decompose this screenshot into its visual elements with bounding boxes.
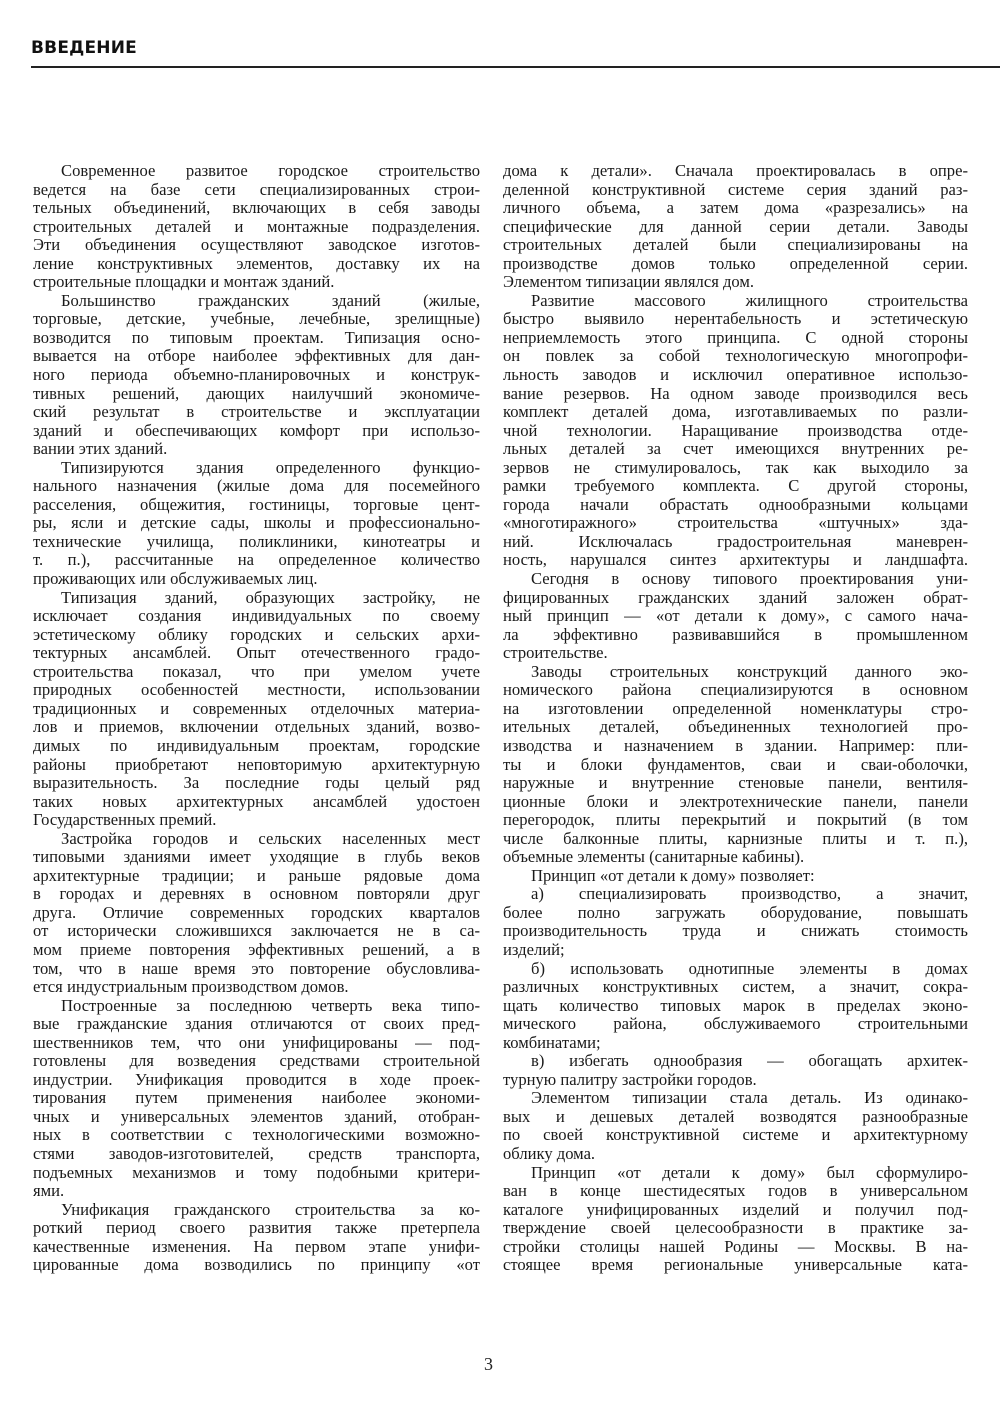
text-line: ется индустриальным производством домов. (33, 977, 349, 997)
text-line: Элементом типизации являлся дом. (503, 272, 755, 292)
text-line: числе балконные плиты, карнизные плиты и т. п.), (503, 828, 968, 848)
text-line: строительства показал, что при умелом учете (33, 661, 480, 681)
text-line: роткий период своего развития также претерпела (33, 1218, 480, 1238)
text-line: каталоге унифицированных изделий и получил под- (503, 1199, 968, 1219)
text-line: Построенные за последнюю четверть века типо- (61, 995, 480, 1015)
text-line: ционные блоки и электротехнические панели, панели (503, 791, 968, 811)
text-line: строительные площадки и монтаж зданий. (33, 272, 335, 292)
text-line: вых и дешевых деталей возводятся разнообразные (503, 1106, 968, 1126)
text-line: архитектурные традиции; и раньше рядовые дома (33, 865, 480, 885)
text-line: перегородок, плиты перекрытий и покрытий (в том (503, 810, 968, 830)
text-line: щать количество типовых марок в пределах эконо- (503, 995, 968, 1015)
text-line: личного объема, а затем дома «разрезались» на (503, 198, 968, 218)
text-line: а) специализировать производство, а значит, (531, 884, 968, 904)
text-line: шественников тем, что они унифицированы — под- (33, 1032, 480, 1052)
text-line: изводства и назначением в здании. Например: пли- (503, 735, 968, 755)
text-line: Государственных премий. (33, 810, 217, 830)
text-line: эстетическому облику городских и сельских архи- (33, 624, 480, 644)
text-line: ительных деталей, объединенных технологией про- (503, 717, 968, 737)
text-line: таких новых архитектурных ансамблей удостоен (33, 791, 480, 811)
text-line: облику дома. (503, 1143, 596, 1163)
text-line: ведется на базе сети специализированных строи- (33, 179, 480, 199)
text-line: от исторически сложившихся заключается не в са- (33, 921, 480, 941)
text-line: номического района специализируются в основном (503, 680, 968, 700)
text-line: на изготовлении определенной номенклатуры стро- (503, 698, 968, 718)
text-line: лов и приемов, включении отдельных зданий, возво- (33, 717, 480, 737)
text-line: Эти объединения осуществляют заводское изготов- (33, 235, 480, 255)
page-number: 3 (484, 1354, 493, 1374)
text-line: типовыми зданиями имеет уходящие в глубь веков (33, 847, 480, 867)
text-line: цированные дома возводились по принципу «от (33, 1255, 480, 1275)
text-line: Большинство гражданских зданий (жилые, (61, 290, 480, 310)
text-line: тивных решений, дающих наилучший экономиче- (33, 383, 480, 403)
text-line: строительных деталей и монтажные подразделения. (33, 216, 480, 236)
text-line: более полно загружать оборудование, повышать (503, 902, 968, 922)
text-line: ление конструктивных элементов, доставку их на (33, 253, 480, 273)
text-line: ла эффективно развивавшийся в промышленном (503, 624, 968, 644)
text-line: чных и универсальных элементов зданий, отобран- (33, 1106, 480, 1126)
text-line: Застройка городов и сельских населенных мест (61, 828, 480, 848)
text-line: Сегодня в основу типового проектирования уни- (531, 569, 968, 589)
text-line: вание резервов. На одном заводе производился весь (503, 383, 968, 403)
text-line: производстве домов только определенной серии. (503, 253, 968, 273)
text-column-right (503, 162, 968, 1275)
text-line: Принцип «от детали к дому» позволяет: (531, 865, 815, 885)
text-line: вании этих зданий. (33, 439, 168, 459)
text-line: тирования путем применения наиболее экономи- (33, 1088, 480, 1108)
text-line: димых по индивидуальным проектам, городские (33, 735, 480, 755)
text-line: готовлены для возведения средствами строительной (33, 1051, 480, 1071)
text-line: ты и блоки фундаментов, сваи и сваи-оболочки, (503, 754, 968, 774)
header-divider (31, 66, 1000, 68)
text-line: он повлек за собой технологическую многопрофи- (503, 346, 968, 366)
text-line: Унификация гражданского строительства за ко- (61, 1199, 480, 1219)
text-line: ный принцип — «от детали к дому», с самого нача- (503, 606, 968, 626)
text-line: технические училища, поликлиники, кинотеатры и (33, 531, 480, 551)
text-line: «многотиражного» строительства «штучных» зда- (503, 513, 968, 533)
text-line: по своей конструктивной системе и архитектурному (503, 1125, 968, 1145)
text-line: в городах и деревнях в основном повторяли друг (33, 884, 480, 904)
text-line: друга. Отличие современных городских кварталов (33, 902, 480, 922)
text-line: турную палитру застройки городов. (503, 1069, 757, 1089)
text-line: неприемлемость этого принципа. С одной стороны (503, 327, 968, 347)
text-line: Типизируются здания определенного функцио- (61, 457, 480, 477)
text-line: мом приеме повторения эффективных решений, а в (33, 939, 480, 959)
text-line: традиционных и современных отделочных материа- (33, 698, 480, 718)
text-line: Принцип «от детали к дому» был сформулиро- (531, 1162, 968, 1182)
text-line: том, что в наше время это повторение обусловлива- (33, 958, 480, 978)
text-line: различных конструктивных систем, а значит, сокра- (503, 977, 968, 997)
text-line: мического района, обслуживаемого строительными (503, 1014, 968, 1034)
text-line: стоящее время региональные универсальные ката- (503, 1255, 968, 1275)
text-line: производительность труда и снижать стоимость (503, 921, 968, 941)
text-line: вые гражданские здания отличаются от своих пред- (33, 1014, 480, 1034)
text-line: льность заводов и исключил оперативное использо- (503, 365, 968, 385)
text-line: нального назначения (жилые дома для посемейного (33, 476, 480, 496)
text-line: строительных деталей были специализированы на (503, 235, 968, 255)
text-line: ность, нарушался синтез архитектуры и ландшафта. (503, 550, 968, 570)
text-line: изделий; (503, 939, 565, 959)
section-title: ВВЕДЕНИЕ (31, 38, 137, 58)
text-line: деленной конструктивной системе серия зданий раз- (503, 179, 968, 199)
text-line: зервов не стимулировалось, так как выходило за (503, 457, 968, 477)
text-line: торговые, детские, учебные, лечебные, зрелищные) (33, 309, 480, 329)
text-line: быстро выявило нерентабельность и эстетическую (503, 309, 968, 329)
text-line: Заводы строительных конструкций данного эко- (531, 661, 968, 681)
text-line: ями. (33, 1181, 65, 1201)
text-line: фицированных гражданских зданий заложен обрат- (503, 587, 968, 607)
text-line: тельных объединений, включающих в себя заводы (33, 198, 480, 218)
text-line: районы приобретают неповторимую архитектурную (33, 754, 480, 774)
text-line: стями заводов-изготовителей, средств транспорта, (33, 1143, 480, 1163)
text-line: комплект деталей дома, изготавливаемых по разли- (503, 402, 968, 422)
text-line: природных особенностей местности, использовании (33, 680, 480, 700)
text-line: ных в соответствии с технологическими возможно- (33, 1125, 480, 1145)
text-line: исключает создания индивидуальных по своему (33, 606, 480, 626)
text-line: т. п.), рассчитанные на определенное количество (33, 550, 480, 570)
text-line: стройки столицы нашей Родины — Москвы. В на- (503, 1236, 968, 1256)
text-line: рамки требуемого комплекта. С другой стороны, (503, 476, 968, 496)
text-line: подъемных механизмов и тому подобными критери- (33, 1162, 480, 1182)
text-line: наружные и внутренние стеновые панели, вентиля- (503, 773, 968, 793)
text-line: Типизация зданий, образующих застройку, не (61, 587, 480, 607)
text-line: льных деталей за счет имеющихся внутренних ре- (503, 439, 968, 459)
text-line: комбинатами; (503, 1032, 601, 1052)
text-line: индустрии. Унификация проводится в ходе проек- (33, 1069, 480, 1089)
text-line: в) избегать однообразия — обогащать архитек- (531, 1051, 968, 1071)
text-line: строительстве. (503, 643, 608, 663)
text-line: чной технологии. Наращивание производства отде- (503, 420, 968, 440)
text-line: Элементом типизации стала деталь. Из одинако- (531, 1088, 968, 1108)
text-line: ры, ясли и детские сады, школы и профессионально- (33, 513, 480, 533)
text-line: проживающих или обслуживаемых лиц. (33, 569, 318, 589)
text-line: расселения, общежития, гостиницы, торговые цент- (33, 494, 480, 514)
text-line: дома к детали». Сначала проектировалась в опре- (503, 161, 968, 180)
text-line: ний. Исключалась градостроительная маневрен- (503, 531, 968, 551)
text-line: возводится по типовым проектам. Типизация осно- (33, 327, 480, 347)
text-line: тектурных ансамблей. Опыт отечественного градо- (33, 643, 480, 663)
text-line: специфические для данной серии детали. Заводы (503, 216, 968, 236)
text-line: города начали обрастать однообразными кольцами (503, 494, 968, 514)
text-line: объемные элементы (санитарные кабины). (503, 847, 805, 867)
text-line: зданий и обеспечивающих комфорт при использо- (33, 420, 480, 440)
text-line: ного периода объемно-планировочных и конструк- (33, 365, 480, 385)
text-column-left (33, 162, 480, 1275)
text-line: Современное развитое городское строительство (61, 161, 480, 180)
text-line: Развитие массового жилищного строительства (531, 290, 968, 310)
text-line: б) использовать однотипные элементы в домах (531, 958, 968, 978)
text-line: ский результат в строительстве и эксплуатации (33, 402, 480, 422)
text-line: тверждение своей целесообразности в практике за- (503, 1218, 968, 1238)
text-line: качественные изменения. На первом этапе унифи- (33, 1236, 480, 1256)
text-line: выразительность. За последние годы целый ряд (33, 773, 480, 793)
text-line: вывается на отборе наиболее эффективных для дан- (33, 346, 480, 366)
text-line: ван в конце шестидесятых годов в универсальном (503, 1181, 968, 1201)
